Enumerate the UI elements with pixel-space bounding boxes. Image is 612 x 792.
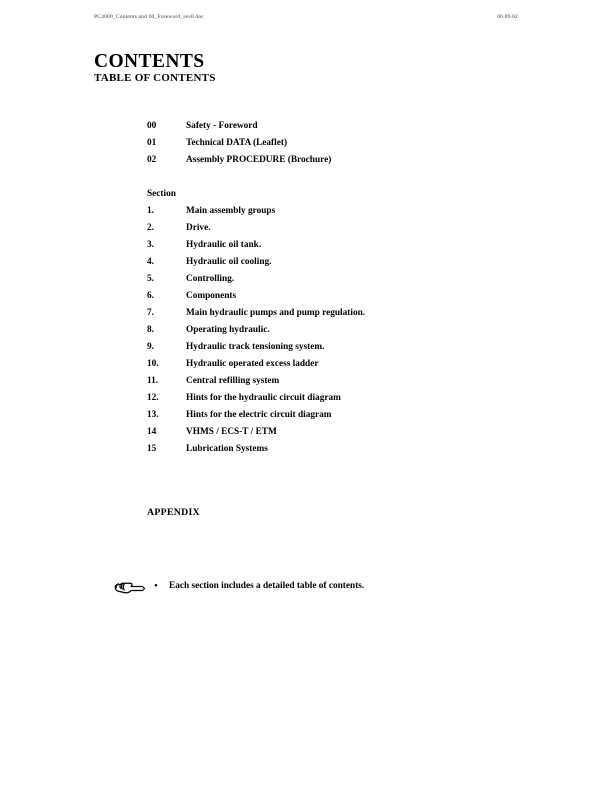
list-item — [147, 152, 567, 169]
page-subtitle: TABLE OF CONTENTS — [94, 72, 216, 84]
entry-label: Hints for the electric circuit diagram — [186, 410, 332, 420]
entry-number: 00 — [147, 121, 157, 131]
entry-number: 5. — [147, 274, 154, 284]
list-item — [147, 288, 567, 305]
entry-label: Main assembly groups — [186, 206, 276, 216]
footnote-bullet: • — [154, 580, 158, 592]
entry-label: Hydraulic track tensioning system. — [186, 342, 325, 352]
entry-label: Central refilling system — [186, 376, 280, 386]
list-item — [147, 237, 567, 254]
list-item — [147, 373, 567, 390]
entry-number: 11. — [147, 376, 159, 386]
entry-number: 7. — [147, 308, 154, 318]
list-item — [147, 322, 567, 339]
entry-number: 13. — [147, 410, 159, 420]
entry-number: 10. — [147, 359, 159, 369]
entry-label: Main hydraulic pumps and pump regulation. — [186, 308, 366, 318]
entry-number: 2. — [147, 223, 154, 233]
entry-number: 3. — [147, 240, 154, 250]
list-item — [147, 390, 567, 407]
list-item — [147, 203, 567, 220]
entry-label: Controlling. — [186, 274, 235, 284]
entry-label: Hydraulic oil cooling. — [186, 257, 272, 267]
entry-number: 1. — [147, 206, 154, 216]
list-item — [147, 118, 567, 135]
list-item — [147, 135, 567, 152]
header-date: 06.09.02 — [497, 14, 518, 20]
entry-label: Hydraulic operated excess ladder — [186, 359, 319, 369]
entry-label: Safety - Foreword — [186, 121, 258, 131]
footnote-row — [114, 578, 364, 595]
page-title: CONTENTS — [94, 51, 205, 72]
list-item — [147, 424, 567, 441]
entry-number: 02 — [147, 155, 157, 165]
entry-label: Drive. — [186, 223, 211, 233]
entry-number: 8. — [147, 325, 154, 335]
appendix-heading: APPENDIX — [147, 507, 201, 518]
entry-label: Hydraulic oil tank. — [186, 240, 262, 250]
entry-label: Hints for the hydraulic circuit diagram — [186, 393, 341, 403]
footnote-text: Each section includes a detailed table of contents. — [169, 580, 365, 591]
header-filename: PC4000_Contents and 00_Foreword_rev0.doc — [94, 14, 204, 20]
list-item — [147, 441, 567, 458]
list-item — [147, 254, 567, 271]
entry-label: VHMS / ECS-T / ETM — [186, 427, 277, 437]
entry-number: 12. — [147, 393, 159, 403]
preamble-list — [147, 118, 567, 169]
list-item — [147, 305, 567, 322]
document-header — [94, 14, 518, 26]
list-item — [147, 271, 567, 288]
entry-label: Operating hydraulic. — [186, 325, 270, 335]
section-list — [147, 186, 567, 458]
entry-number: 14 — [147, 427, 157, 437]
entry-number: 15 — [147, 444, 157, 454]
entry-label: Technical DATA (Leaflet) — [186, 138, 288, 148]
list-item — [147, 220, 567, 237]
entry-number: 6. — [147, 291, 154, 301]
entry-label: Components — [186, 291, 237, 301]
entry-number: 01 — [147, 138, 157, 148]
list-item — [147, 339, 567, 356]
pointing-hand-icon — [114, 578, 154, 595]
entry-label: Lubrication Systems — [186, 444, 268, 454]
list-item — [147, 407, 567, 424]
section-list-heading: Section — [147, 189, 176, 199]
entry-label: Assembly PROCEDURE (Brochure) — [186, 155, 332, 165]
list-item — [147, 356, 567, 373]
entry-number: 4. — [147, 257, 154, 267]
entry-number: 9. — [147, 342, 154, 352]
